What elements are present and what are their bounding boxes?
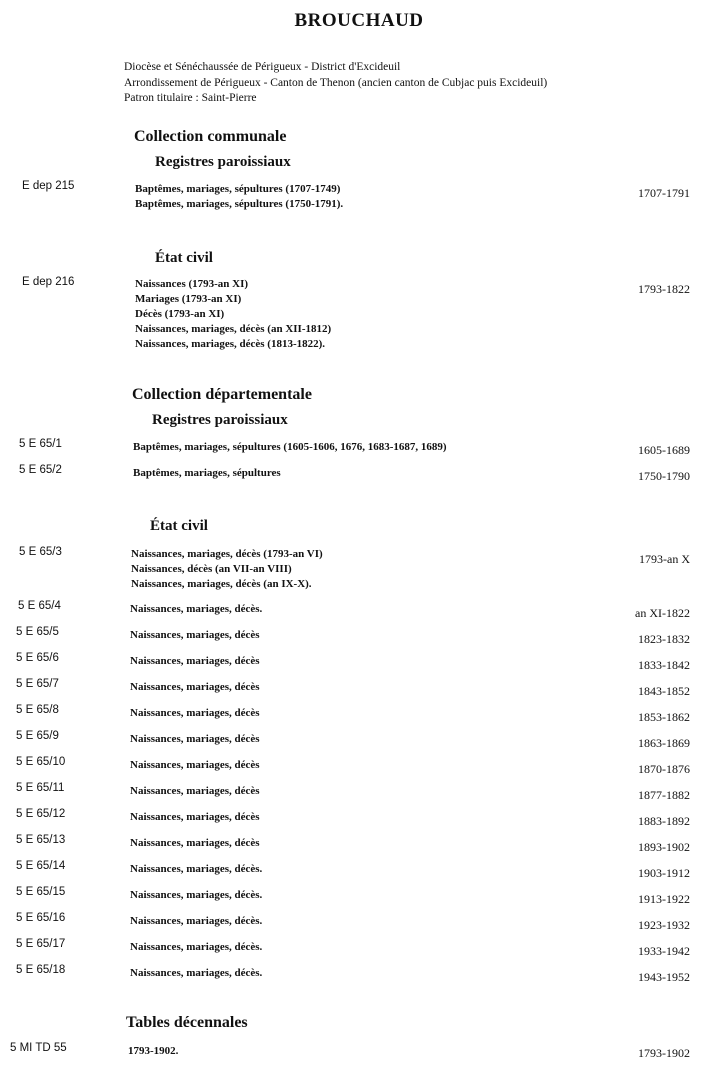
record-description: Naissances, mariages, décès xyxy=(130,759,260,771)
header-line-diocese: Diocèse et Sénéchaussée de Périgueux - District d'Excideuil xyxy=(124,61,401,73)
date-range: 1913-1922 xyxy=(638,892,690,906)
reference-code: E dep 215 xyxy=(22,180,75,192)
record-line: Naissances, mariages, décès (1813-1822). xyxy=(135,338,326,350)
reference-code: 5 E 65/1 xyxy=(19,438,62,450)
date-range: 1863-1869 xyxy=(638,736,690,750)
record-description: Naissances, mariages, décès xyxy=(130,733,260,745)
reference-code: 5 E 65/6 xyxy=(16,652,59,664)
record-description: Naissances, mariages, décès xyxy=(130,707,260,719)
page-title: BROUCHAUD xyxy=(294,10,424,31)
record-line: Mariages (1793-an XI) xyxy=(135,293,242,305)
reference-code: 5 E 65/2 xyxy=(19,464,62,476)
reference-code: 5 E 65/4 xyxy=(18,600,61,612)
date-range: 1883-1892 xyxy=(638,814,690,828)
subheading-registres-departementale: Registres paroissiaux xyxy=(152,412,288,428)
reference-code: 5 E 65/14 xyxy=(16,860,66,872)
date-range: 1707-1791 xyxy=(638,186,690,200)
reference-code: 5 E 65/15 xyxy=(16,886,66,898)
date-range: 1853-1862 xyxy=(638,710,690,724)
record-line: Décès (1793-an XI) xyxy=(135,308,225,320)
date-range: 1933-1942 xyxy=(638,944,690,958)
header-line-patron: Patron titulaire : Saint-Pierre xyxy=(124,92,257,104)
record-line: Naissances, mariages, décès (an IX-X). xyxy=(131,578,312,590)
record-description: Naissances, mariages, décès. xyxy=(130,603,263,615)
record-description: Naissances, mariages, décès. xyxy=(130,863,263,875)
header-line-arrondissement: Arrondissement de Périgueux - Canton de Thenon (ancien canton de Cubjac puis Excideuil) xyxy=(124,76,548,89)
record-description: Naissances, mariages, décès. xyxy=(130,889,263,901)
date-range: 1793-1902 xyxy=(638,1046,690,1060)
reference-code: 5 E 65/13 xyxy=(16,834,66,846)
reference-code: 5 E 65/10 xyxy=(16,756,66,768)
record-line: Naissances, mariages, décès (1793-an VI) xyxy=(131,548,323,560)
record-description: Naissances, mariages, décès. xyxy=(130,941,263,953)
record-description xyxy=(131,547,323,592)
date-range: 1793-1822 xyxy=(638,282,690,296)
record-description: Naissances, mariages, décès xyxy=(130,655,260,667)
record-description: 1793-1902. xyxy=(128,1045,179,1057)
record-line: Naissances, mariages, décès (an XII-1812) xyxy=(135,323,332,335)
reference-code: 5 E 65/5 xyxy=(16,626,59,638)
record-description: Naissances, mariages, décès xyxy=(130,837,260,849)
date-range: 1823-1832 xyxy=(638,632,690,646)
reference-code: 5 E 65/12 xyxy=(16,808,66,820)
subheading-etat-civil-communale: État civil xyxy=(155,250,213,266)
date-range: 1750-1790 xyxy=(638,469,690,483)
record-line: Baptêmes, mariages, sépultures (1750-1791). xyxy=(135,198,344,210)
reference-code: 5 E 65/18 xyxy=(16,964,66,976)
document-header xyxy=(124,60,547,107)
record-description: Naissances, mariages, décès xyxy=(130,629,260,641)
subheading-etat-civil-departementale: État civil xyxy=(150,518,208,534)
record-description: Naissances, mariages, décès xyxy=(130,681,260,693)
reference-code: 5 E 65/3 xyxy=(19,546,62,558)
reference-code: 5 E 65/11 xyxy=(16,782,65,794)
reference-code: 5 E 65/17 xyxy=(16,938,66,950)
record-description: Naissances, mariages, décès. xyxy=(130,915,263,927)
date-range: 1793-an X xyxy=(639,552,690,566)
reference-code: 5 MI TD 55 xyxy=(10,1042,67,1054)
section-heading-communale: Collection communale xyxy=(134,128,287,145)
section-heading-departementale: Collection départementale xyxy=(132,386,312,403)
date-range: 1943-1952 xyxy=(638,970,690,984)
date-range: 1843-1852 xyxy=(638,684,690,698)
subheading-tables-decennales: Tables décennales xyxy=(126,1014,248,1031)
subheading-registres-communale: Registres paroissiaux xyxy=(155,154,291,170)
record-line: Naissances, décès (an VII-an VIII) xyxy=(131,563,292,575)
record-description: Naissances, mariages, décès xyxy=(130,811,260,823)
record-description: Baptêmes, mariages, sépultures xyxy=(133,467,281,479)
date-range: 1893-1902 xyxy=(638,840,690,854)
record-description: Baptêmes, mariages, sépultures (1605-1606, 1676, 1683-1687, 1689) xyxy=(133,441,447,453)
date-range: 1877-1882 xyxy=(638,788,690,802)
reference-code: E dep 216 xyxy=(22,276,75,288)
record-description: Naissances, mariages, décès. xyxy=(130,967,263,979)
record-line: Baptêmes, mariages, sépultures (1707-1749) xyxy=(135,183,341,195)
reference-code: 5 E 65/9 xyxy=(16,730,59,742)
record-description xyxy=(135,182,343,212)
date-range: 1923-1932 xyxy=(638,918,690,932)
date-range: 1833-1842 xyxy=(638,658,690,672)
date-range: 1870-1876 xyxy=(638,762,690,776)
record-description xyxy=(135,277,331,352)
reference-code: 5 E 65/16 xyxy=(16,912,66,924)
reference-code: 5 E 65/8 xyxy=(16,704,59,716)
record-line: Naissances (1793-an XI) xyxy=(135,278,249,290)
record-description: Naissances, mariages, décès xyxy=(130,785,260,797)
date-range: 1605-1689 xyxy=(638,443,690,457)
date-range: 1903-1912 xyxy=(638,866,690,880)
date-range: an XI-1822 xyxy=(635,606,690,620)
reference-code: 5 E 65/7 xyxy=(16,678,59,690)
